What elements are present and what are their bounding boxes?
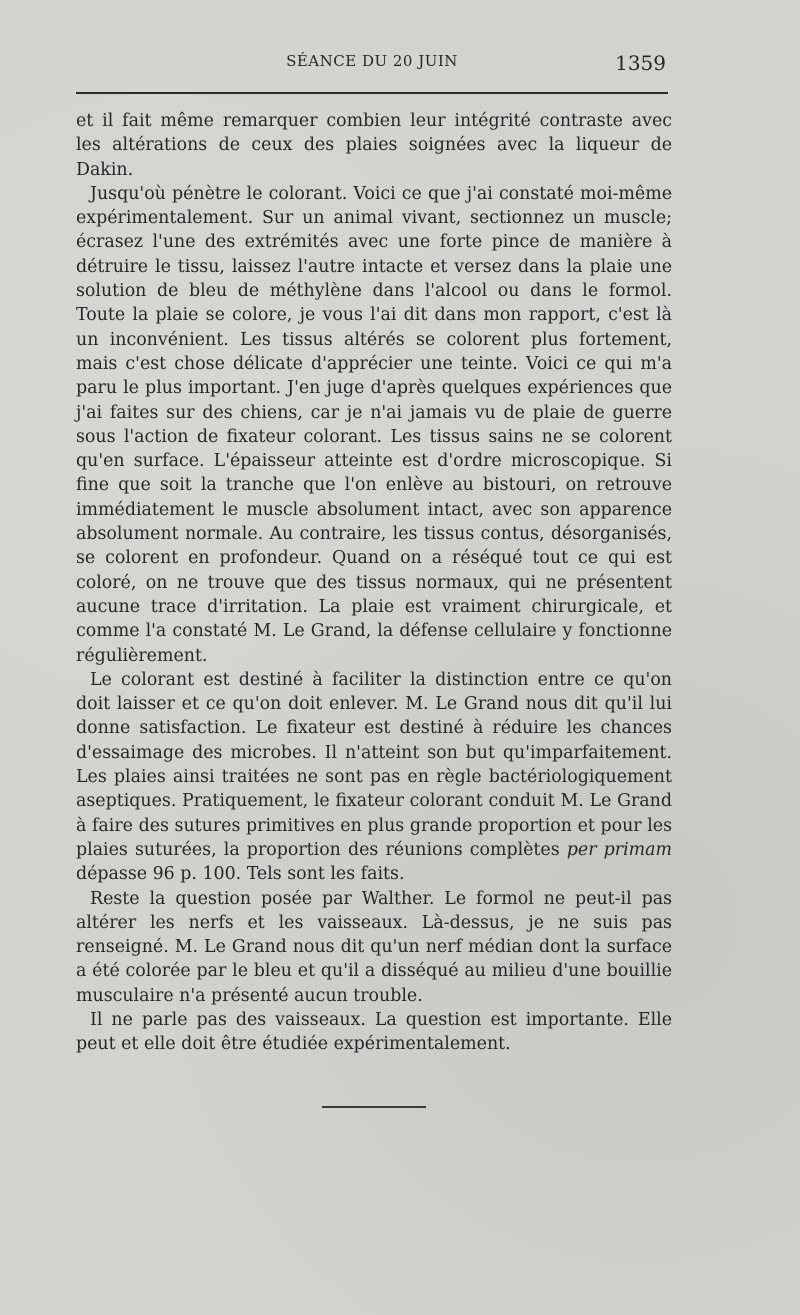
page-number: 1359	[615, 51, 666, 75]
end-rule	[322, 1106, 426, 1108]
italic-phrase: per primam	[566, 839, 673, 860]
paragraph-3-end: dépasse 96 p. 100. Tels sont les faits.	[76, 864, 405, 885]
paragraph-1: et il fait même remarquer combien leur intégrité contraste avec les altérations de ceux des plaies soignées avec la liqueur de Dakin.	[76, 111, 672, 180]
body-text	[76, 109, 672, 1057]
paragraph-3-text: Le colorant est destiné à faciliter la distinction entre ce qu'on doit laisser et ce qu'on doit enlever. M. Le Grand nous dit qu'il lui donne satisfaction. Le fixateur est destiné à réduire les chances d'essaimage des microbes. Il n'atteint son but qu'imparfaitement. Les plaies ainsi traitées ne sont pas en règle bactériologiquement aseptiques. Pratiquement, le fixateur colorant conduit M. Le Grand à faire des sutures primitives en plus grande proportion et pour les plaies suturées, la proportion des réunions complètes	[76, 669, 672, 860]
paragraph-4: Reste la question posée par Walther. Le formol ne peut-il pas altérer les nerfs et les vaisseaux. Là-dessus, je ne suis pas renseigné. M. Le Grand nous dit qu'un nerf médian dont la surface a été colorée par le bleu et qu'il a disséqué au milieu d'une bouillie musculaire n'a présenté aucun trouble.	[76, 888, 672, 1006]
header-rule	[76, 92, 668, 94]
paragraph-5: Il ne parle pas des vaisseaux. La question est importante. Elle peut et elle doit être étudiée expérimentalement.	[76, 1009, 672, 1055]
paragraph-2: Jusqu'où pénètre le colorant. Voici ce que j'ai constaté moi-même expérimentalement. Sur un animal vivant, sectionnez un muscle; écrasez l'une des extrémités avec une forte pince de manière à détruire le tissu, laissez l'autre intacte et versez dans la plaie une solution de bleu de méthylène dans l'alcool ou dans le formol. Toute la plaie se colore, je vous l'ai dit dans mon rapport, c'est là un inconvénient. Les tissus altérés se colorent plus fortement, mais c'est chose délicate d'apprécier une teinte. Voici ce qui m'a paru le plus important. J'en juge d'après quelques expériences que j'ai faites sur des chiens, car je n'ai jamais vu de plaie de guerre sous l'action de fixateur colorant. Les tissus sains ne se colorent qu'en surface. L'épaisseur atteinte est d'ordre microscopique. Si fine que soit la tranche que l'on enlève au bistouri, on retrouve immédiatement le muscle absolument intact, avec son apparence absolument normale. Au contraire, les tissus contus, désorganisés, se colorent en profondeur. Quand on a réséqué tout ce qui est coloré, on ne trouve que des tissus normaux, qui ne présentent aucune trace d'irritation. La plaie est vraiment chirurgicale, et comme l'a constaté M. Le Grand, la défense cellulaire y fonctionne régulièrement.	[76, 183, 672, 666]
page-header	[76, 52, 668, 76]
running-title: SÉANCE DU 20 JUIN	[286, 52, 458, 70]
paragraph-3	[76, 668, 672, 887]
